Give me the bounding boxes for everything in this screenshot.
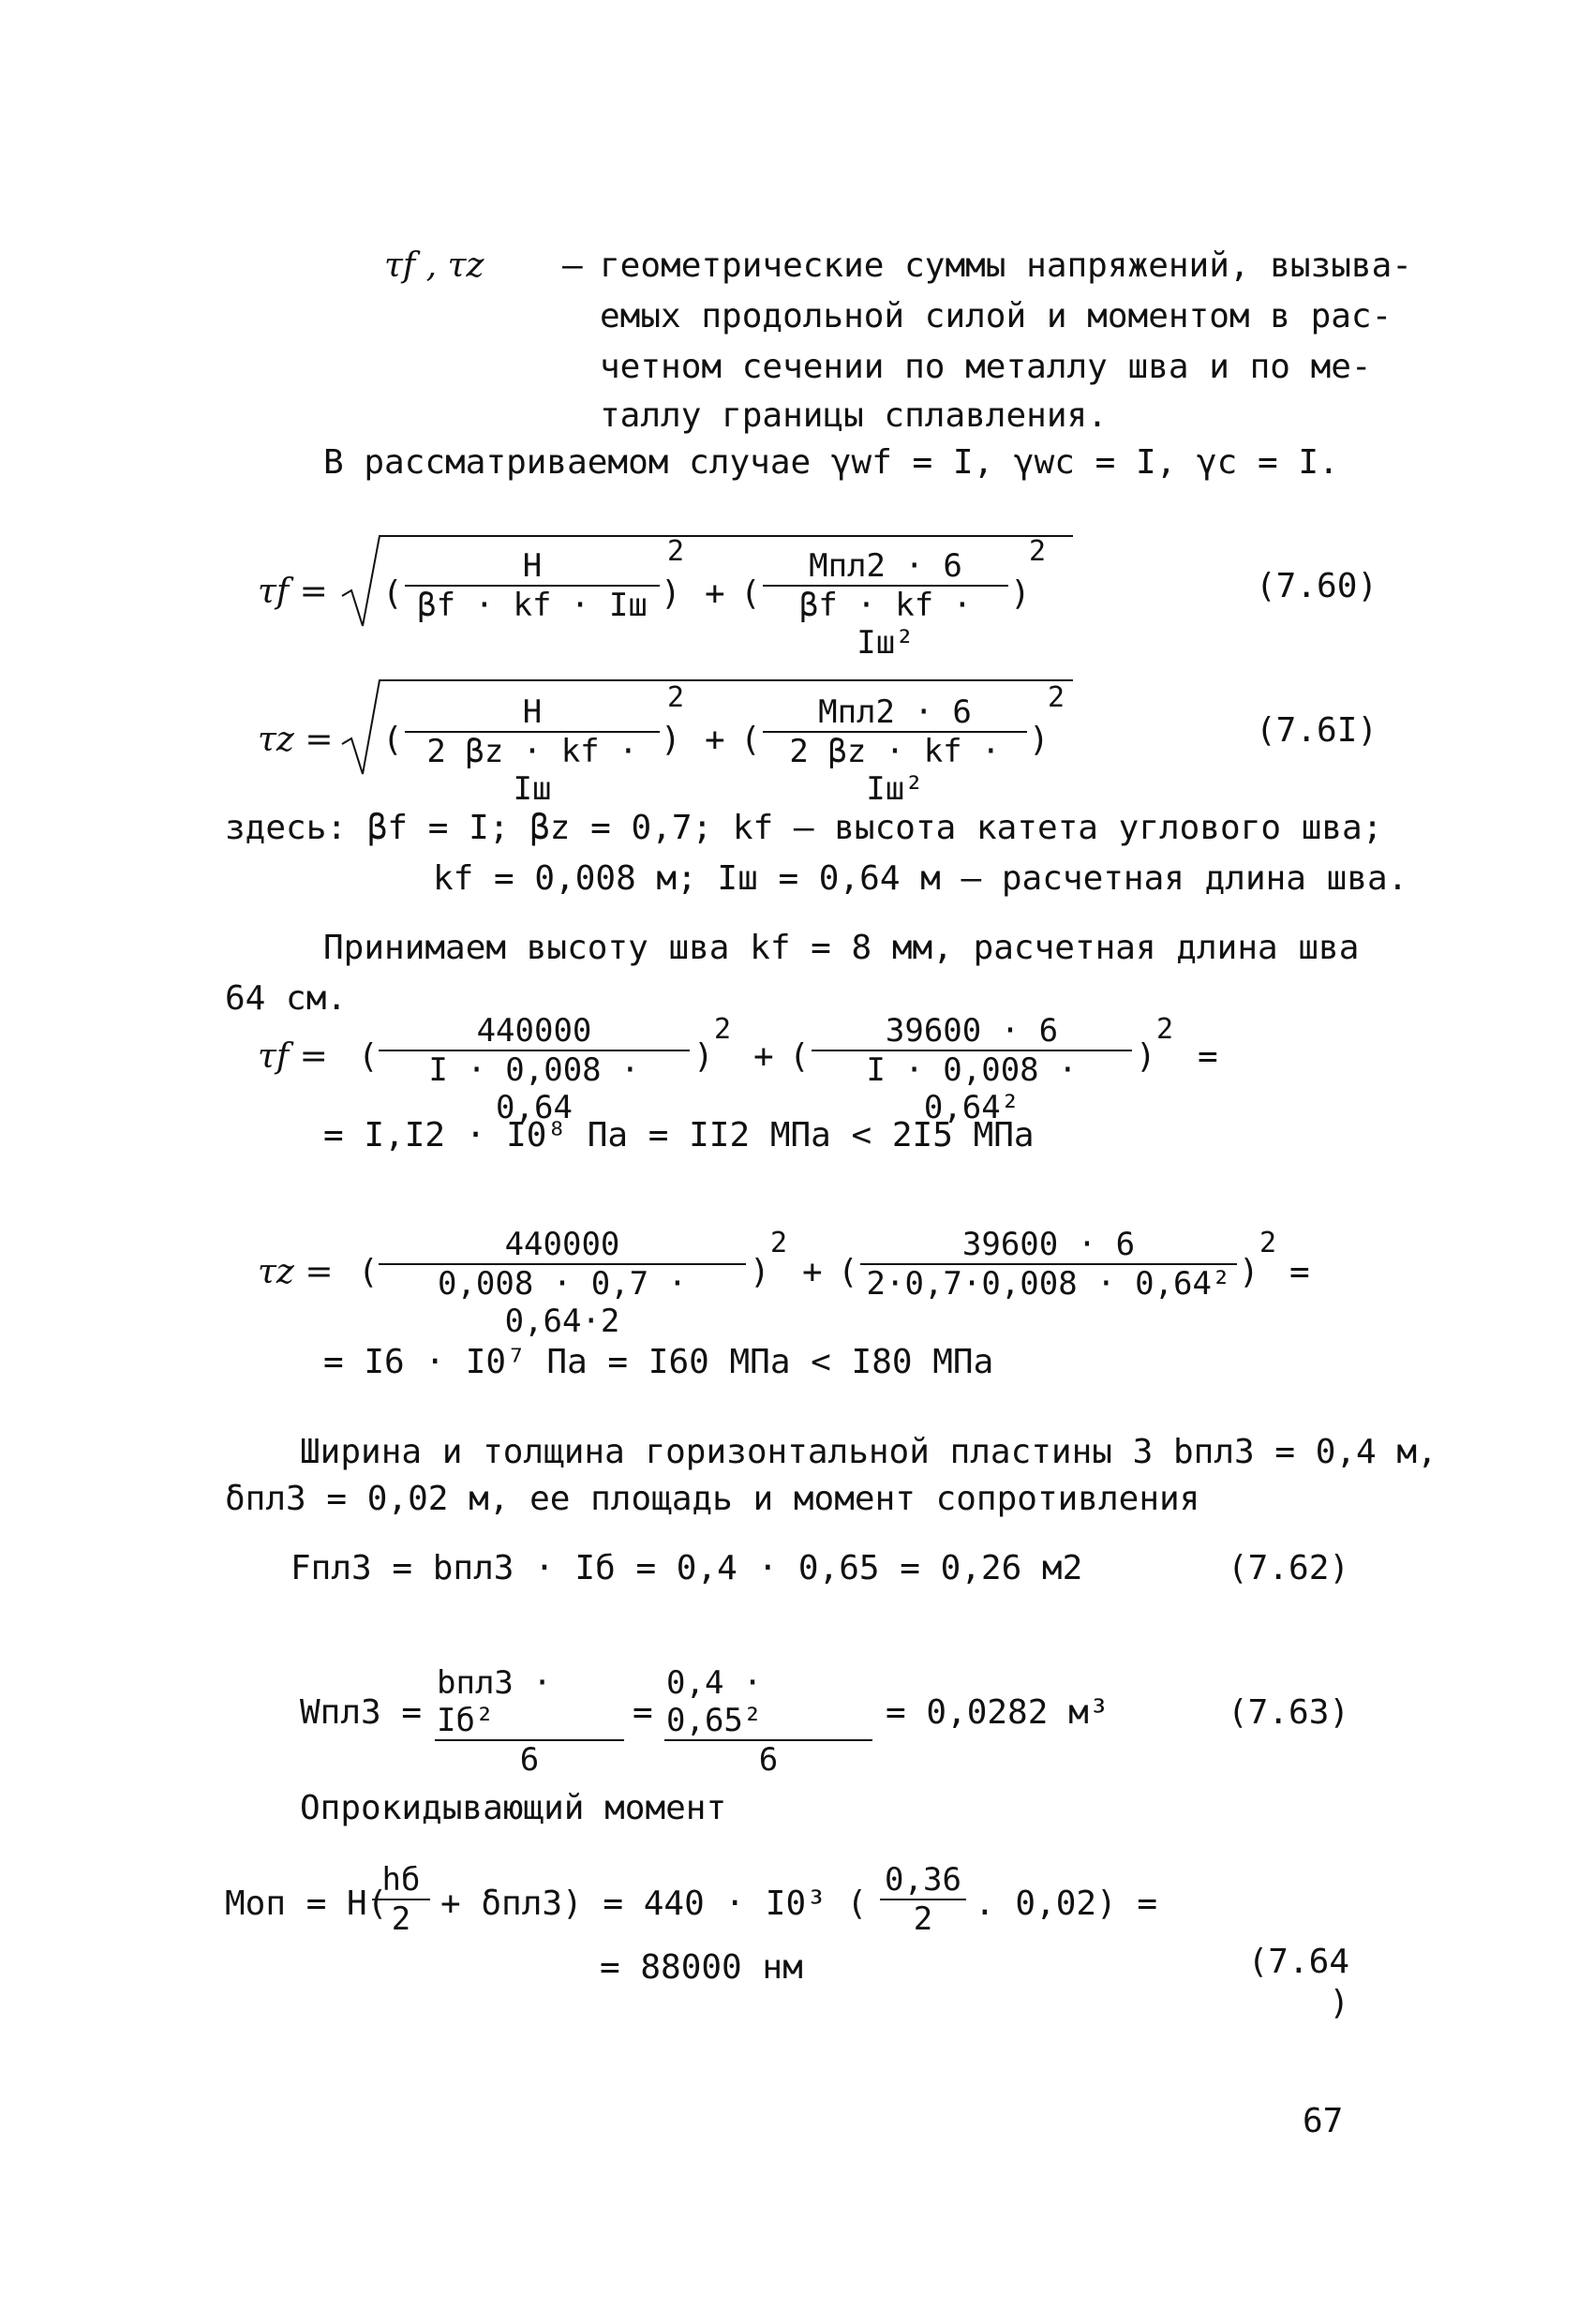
eq61-numerator-2: Mпл2 · 6 bbox=[818, 693, 972, 731]
definition-line-3: четном сечении по металлу шва и по ме- bbox=[600, 348, 1372, 386]
calc-z-denominator-2: 2·0,7·0,008 · 0,64² bbox=[860, 1263, 1237, 1303]
eq64-rhs: . 0,02) = bbox=[975, 1885, 1158, 1923]
eq61-paren-open-1: ( bbox=[382, 721, 403, 759]
calc-f-paren-open-1: ( bbox=[358, 1037, 379, 1076]
definition-dash: – bbox=[562, 246, 583, 285]
eq61-fraction-1 bbox=[401, 693, 663, 808]
eq64-lhs: Mоп = H( bbox=[225, 1885, 388, 1923]
eq60-fraction-1 bbox=[401, 547, 663, 624]
eq64-mid: + δпл3) = 440 · I0³ ( bbox=[440, 1885, 868, 1923]
eq61-paren-close-2: ) bbox=[1029, 721, 1050, 759]
eq64-number: (7.64 ) bbox=[1247, 1943, 1349, 2022]
page-number: 67 bbox=[1303, 2102, 1344, 2140]
definition-line-2: емых продольной силой и моментом в рас- bbox=[600, 297, 1393, 335]
calc-z-paren-open-1: ( bbox=[358, 1253, 379, 1291]
eq60-paren-open-1: ( bbox=[382, 574, 403, 613]
calc-f-square-2: 2 bbox=[1156, 1013, 1174, 1046]
eq60-number: (7.60) bbox=[1256, 567, 1378, 605]
calc-z-fraction-2 bbox=[857, 1226, 1241, 1303]
eq60-paren-close-1: ) bbox=[661, 574, 681, 613]
calc-f-fraction-1 bbox=[375, 1012, 693, 1126]
eq63-denominator-2: 6 bbox=[664, 1739, 872, 1779]
eq63-fraction-2 bbox=[661, 1664, 876, 1779]
calc-z-plus: + bbox=[802, 1253, 823, 1291]
eq60-paren-open-2: ( bbox=[740, 574, 761, 613]
eq60-square-1: 2 bbox=[667, 535, 685, 568]
eq61-paren-close-1: ) bbox=[661, 721, 681, 759]
calc-z-numerator-1: 440000 bbox=[504, 1226, 620, 1263]
eq63-numerator-2: 0,4 · 0,65² bbox=[666, 1664, 763, 1739]
eq61-paren-open-2: ( bbox=[740, 721, 761, 759]
eq64-denominator-1: 2 bbox=[372, 1899, 430, 1938]
symbol-tau-f-z: τf , τz bbox=[384, 246, 484, 285]
eq60-paren-close-2: ) bbox=[1010, 574, 1031, 613]
eq61-number: (7.6I) bbox=[1256, 711, 1378, 750]
plate-line-2: δпл3 = 0,02 м, ее площадь и момент сопротивления bbox=[225, 1480, 1200, 1518]
eq62-number: (7.62) bbox=[1228, 1549, 1350, 1587]
calc-f-paren-close-1: ) bbox=[693, 1037, 714, 1076]
eq64-numerator-2: 0,36 bbox=[885, 1861, 961, 1899]
here-line-2: kf = 0,008 м; Iш = 0,64 м – расчетная длина шва. bbox=[433, 859, 1408, 898]
eq63-equals: = bbox=[633, 1693, 653, 1732]
accept-line-2: 64 см. bbox=[225, 979, 348, 1018]
eq64-fraction-2 bbox=[876, 1861, 970, 1938]
calc-z-square-2: 2 bbox=[1259, 1227, 1277, 1259]
eq60-plus: + bbox=[705, 574, 725, 613]
eq63-fraction-1 bbox=[431, 1664, 628, 1779]
calc-z-denominator-1: 0,008 · 0,7 · 0,64·2 bbox=[379, 1263, 746, 1340]
calc-f-fraction-2 bbox=[808, 1012, 1136, 1126]
calc-f-paren-close-2: ) bbox=[1136, 1037, 1156, 1076]
calc-f-lhs: τf = bbox=[258, 1037, 328, 1076]
eq64-numerator-1: hб bbox=[381, 1861, 421, 1899]
eq62-text: Fпл3 = bпл3 · Iб = 0,4 · 0,65 = 0,26 м2 bbox=[290, 1549, 1083, 1587]
eq63-denominator-1: 6 bbox=[435, 1739, 624, 1779]
eq60-denominator-1: βf · kf · Iш bbox=[405, 585, 660, 624]
eq61-denominator-2: 2 βz · kf · Iш² bbox=[763, 731, 1027, 808]
eq60-fraction-2 bbox=[759, 547, 1012, 662]
eq61-numerator-1: H bbox=[522, 693, 543, 731]
eq64-denominator-2: 2 bbox=[880, 1899, 966, 1938]
calc-f-plus: + bbox=[753, 1037, 774, 1076]
calc-z-paren-open-2: ( bbox=[838, 1253, 858, 1291]
overturn-label: Опрокидывающий момент bbox=[300, 1789, 727, 1827]
eq60-square-2: 2 bbox=[1029, 535, 1047, 568]
eq61-denominator-1: 2 βz · kf · Iш bbox=[405, 731, 660, 808]
eq61-square-2: 2 bbox=[1048, 681, 1065, 714]
eq63-rhs: = 0,0282 м³ bbox=[886, 1693, 1110, 1732]
calc-z-paren-close-1: ) bbox=[750, 1253, 770, 1291]
eq61-fraction-2 bbox=[759, 693, 1031, 808]
calc-z-square-1: 2 bbox=[770, 1227, 788, 1259]
definition-line-1: геометрические суммы напряжений, вызыва- bbox=[600, 246, 1412, 285]
eq61-plus: + bbox=[705, 721, 725, 759]
eq61-lhs: τz = bbox=[258, 721, 334, 759]
eq63-lhs: Wпл3 = bbox=[300, 1693, 423, 1732]
here-line-1: здесь: βf = I; βz = 0,7; kf – высота катета углового шва; bbox=[225, 809, 1383, 847]
calc-f-square-1: 2 bbox=[714, 1013, 732, 1046]
definition-line-4: таллу границы сплавления. bbox=[600, 396, 1108, 435]
eq60-lhs: τf = bbox=[258, 573, 328, 611]
eq60-numerator-1: H bbox=[522, 547, 543, 585]
calc-f-equals: = bbox=[1198, 1037, 1218, 1076]
eq64-line-2: = 88000 нм bbox=[600, 1948, 803, 1987]
case-coefficients-line: В рассматриваемом случае γwf = I, γwc = I, γc = I. bbox=[323, 443, 1339, 482]
eq60-denominator-2: βf · kf · Iш² bbox=[763, 585, 1008, 662]
calc-z-fraction-1 bbox=[375, 1226, 750, 1340]
calc-f-denominator-2: I · 0,008 · 0,64² bbox=[812, 1050, 1132, 1126]
calc-z-equals: = bbox=[1289, 1253, 1310, 1291]
calc-z-result: = I6 · I0⁷ Па = I60 МПа < I80 МПа bbox=[323, 1343, 994, 1381]
accept-line-1: Принимаем высоту шва kf = 8 мм, расчетная длина шва bbox=[323, 929, 1360, 967]
calc-z-lhs: τz = bbox=[258, 1253, 334, 1291]
calc-f-result: = I,I2 · I0⁸ Па = II2 МПа < 2I5 МПа bbox=[323, 1116, 1035, 1155]
eq61-square-1: 2 bbox=[667, 681, 685, 714]
eq64-fraction-1 bbox=[373, 1861, 429, 1938]
calc-f-denominator-1: I · 0,008 · 0,64 bbox=[379, 1050, 690, 1126]
calc-f-paren-open-2: ( bbox=[789, 1037, 810, 1076]
plate-line-1: Ширина и толщина горизонтальной пластины 3 bпл3 = 0,4 м, bbox=[300, 1433, 1438, 1471]
eq63-numerator-1: bпл3 · Iб² bbox=[437, 1664, 552, 1739]
calc-z-paren-close-2: ) bbox=[1239, 1253, 1259, 1291]
calc-z-numerator-2: 39600 · 6 bbox=[961, 1226, 1136, 1263]
calc-f-numerator-2: 39600 · 6 bbox=[885, 1012, 1059, 1050]
eq60-numerator-2: Mпл2 · 6 bbox=[809, 547, 962, 585]
eq63-number: (7.63) bbox=[1228, 1693, 1350, 1732]
calc-f-numerator-1: 440000 bbox=[476, 1012, 592, 1050]
